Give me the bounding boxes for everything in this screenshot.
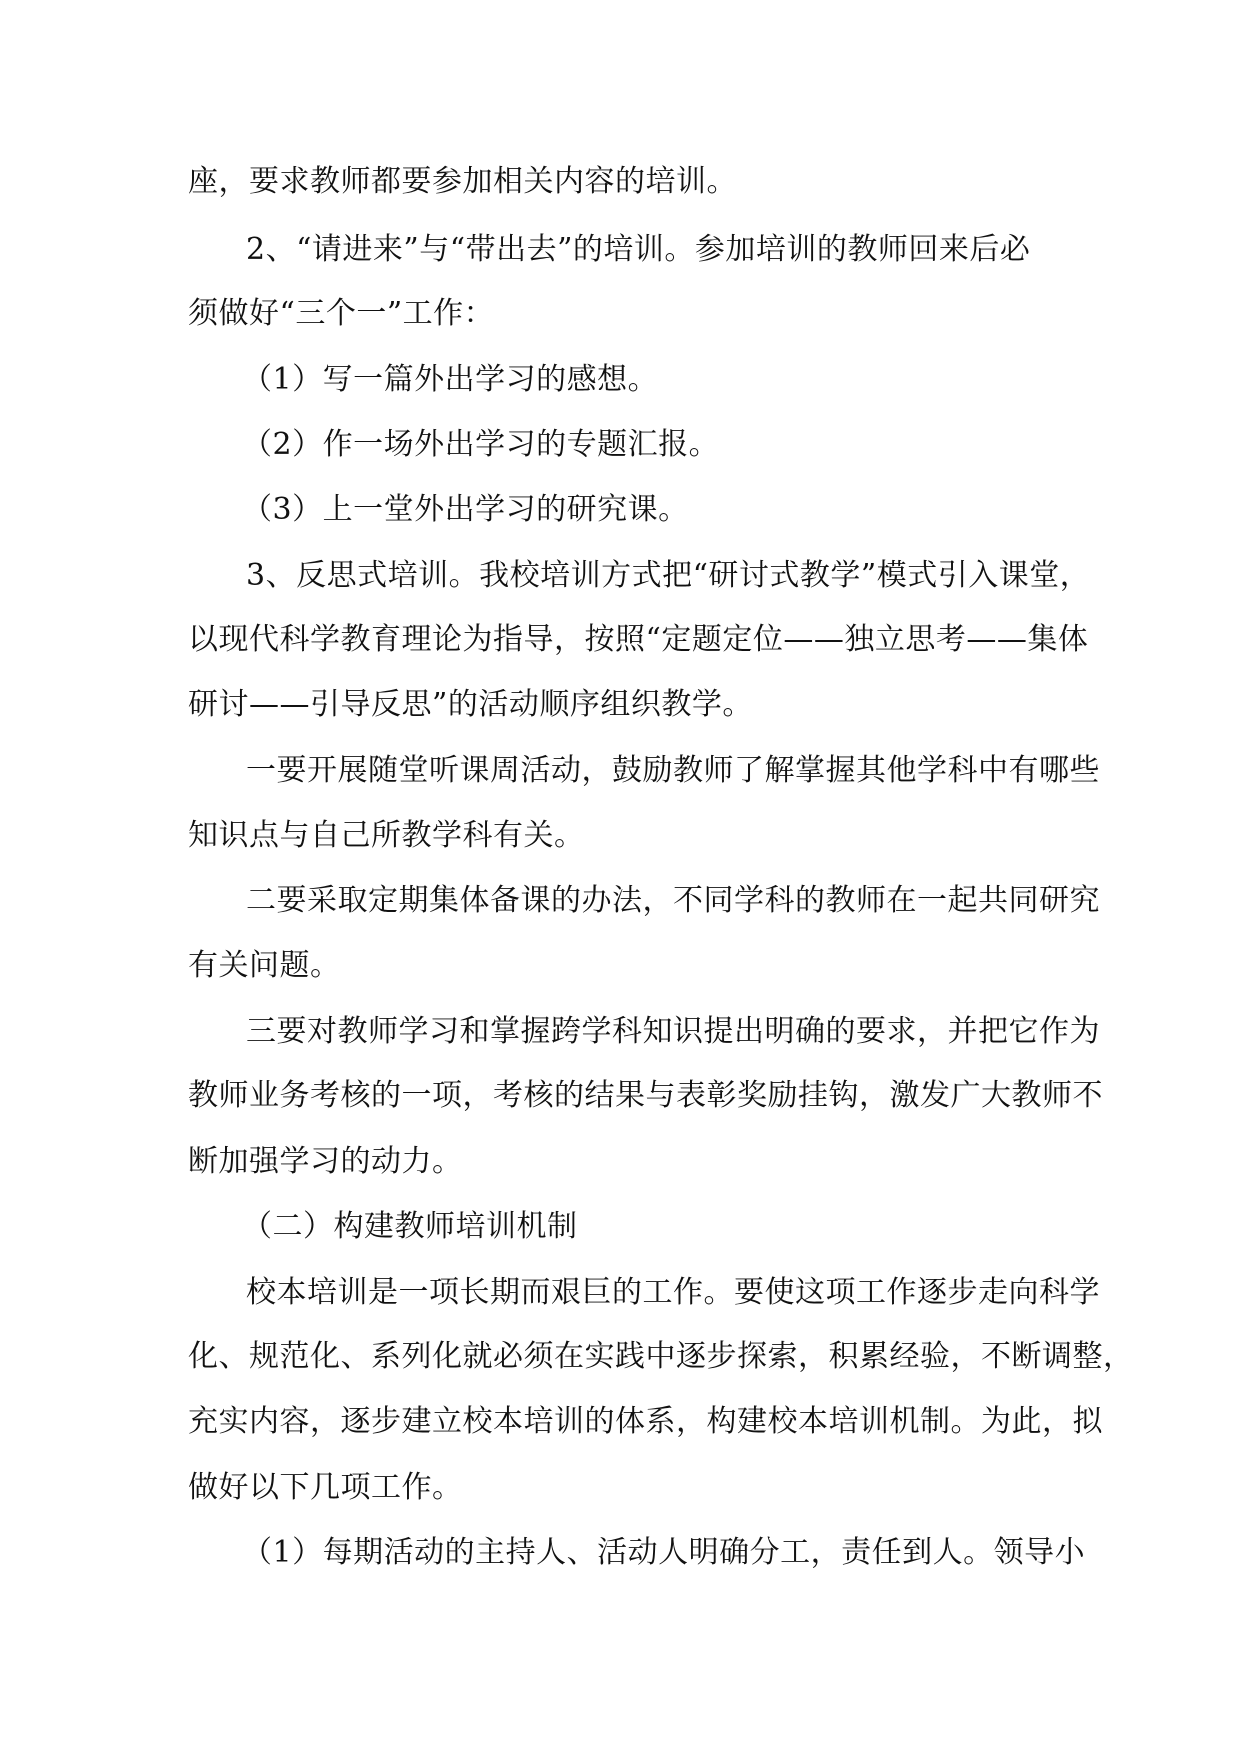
section-heading: （二）构建教师培训机制	[242, 1209, 578, 1244]
text-line: 做好以下几项工作。	[188, 1470, 463, 1505]
text-line: 教师业务考核的一项，考核的结果与表彰奖励挂钩，激发广大教师不	[188, 1078, 1103, 1113]
text-line: 2、“请进来”与“带出去”的培训。参加培训的教师回来后必	[246, 232, 1031, 267]
text-line: 知识点与自己所教学科有关。	[188, 818, 585, 853]
text-line: 一要开展随堂听课周活动，鼓励教师了解掌握其他学科中有哪些	[246, 753, 1100, 788]
text-line: （1）每期活动的主持人、活动人明确分工，责任到人。领导小	[242, 1535, 1086, 1570]
text-line: 有关问题。	[188, 948, 341, 983]
text-line: 断加强学习的动力。	[188, 1144, 463, 1179]
text-line: 须做好“三个一”工作：	[188, 296, 495, 331]
text-line: 3、反思式培训。我校培训方式把“研讨式教学”模式引入课堂，	[246, 558, 1091, 593]
text-line: 座，要求教师都要参加相关内容的培训。	[188, 164, 737, 199]
text-line: 充实内容，逐步建立校本培训的体系，构建校本培训机制。为此，拟	[188, 1404, 1103, 1439]
text-line: 研讨——引导反思”的活动顺序组织教学。	[188, 687, 753, 722]
text-line: 三要对教师学习和掌握跨学科知识提出明确的要求，并把它作为	[246, 1014, 1100, 1049]
text-line: 化、规范化、系列化就必须在实践中逐步探索，积累经验，不断调整，	[188, 1339, 1134, 1374]
text-line: （1）写一篇外出学习的感想。	[242, 362, 659, 397]
text-line: （3）上一堂外出学习的研究课。	[242, 492, 689, 527]
text-line: 以现代科学教育理论为指导，按照“定题定位——独立思考——集体	[188, 622, 1089, 657]
text-line: （2）作一场外出学习的专题汇报。	[242, 427, 720, 462]
text-line: 校本培训是一项长期而艰巨的工作。要使这项工作逐步走向科学	[246, 1275, 1100, 1310]
text-line: 二要采取定期集体备课的办法，不同学科的教师在一起共同研究	[246, 883, 1100, 918]
